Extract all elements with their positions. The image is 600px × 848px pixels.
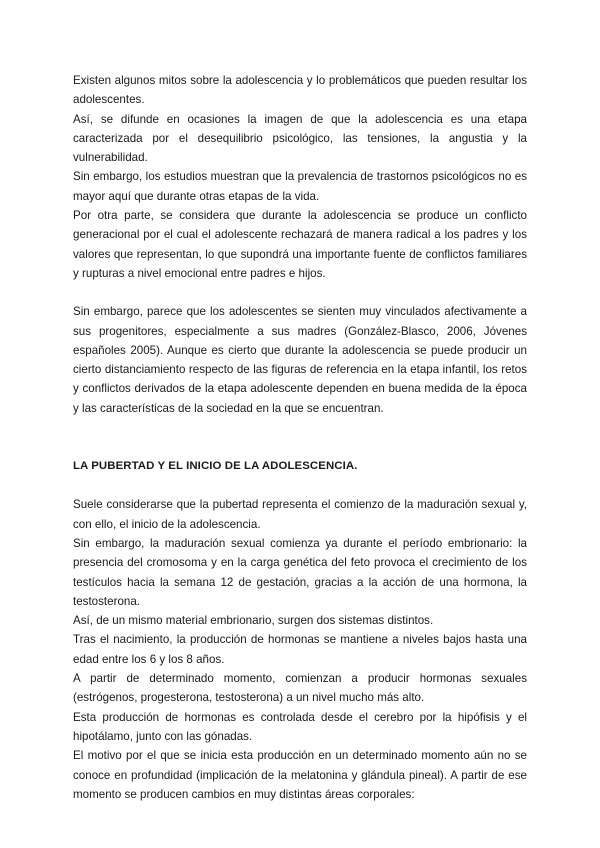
paragraph-spacer: [73, 283, 527, 302]
section-paragraph-5: A partir de determinado momento, comienzan a producir hormonas sexuales (estrógenos, progesterona, testosterona) a un nivel mucho más alto.: [73, 672, 527, 705]
second-paragraph: Sin embargo, parece que los adolescentes se sienten muy vinculados afectivamente a sus progenitores, especialmente a sus madres (González-Blasco, 2006, Jóvenes españoles 2005). Aunque es cierto que durante la adolescencia se puede producir un cierto distanciamiento respecto de las figuras de referencia en la etapa infantil, los retos y conflictos derivados de la etapa adolescente dependen en buena medida de la época y las características de la sociedad en la que se encuentran.: [73, 305, 527, 415]
section-paragraph-2: Sin embargo, la maduración sexual comienza ya durante el período embrionario: la presencia del cromosoma y en la carga genética del feto provoca el crecimiento de los testículos hacia la semana 12 de gestación, gracias a la acción de una hormona, la testosterona.: [73, 536, 527, 608]
document-page: [73, 71, 527, 804]
section-paragraph-1: Suele considerarse que la pubertad representa el comienzo de la maduración sexual y, con ello, el inicio de la adolescencia.: [73, 498, 527, 531]
intro-paragraph-2: Así, se difunde en ocasiones la imagen de que la adolescencia es una etapa caracterizada por el desequilibrio psicológico, las tensiones, la angustia y la vulnerabilidad.: [73, 112, 527, 165]
intro-paragraph-1: Existen algunos mitos sobre la adolescencia y lo problemáticos que pueden resultar los adolescentes.: [73, 74, 527, 107]
section-paragraph-7: El motivo por el que se inicia esta producción en un determinado momento aún no se conoce en profundidad (implicación de la melatonina y glándula pineal). A partir de ese momento se producen cambios en muy distintas áreas corporales:: [73, 749, 527, 801]
section-heading: LA PUBERTAD Y EL INICIO DE LA ADOLESCENCIA.: [73, 460, 358, 473]
intro-paragraph-3: Sin embargo, los estudios muestran que la prevalencia de trastornos psicológicos no es mayor aquí que durante otras etapas de la vida.: [73, 170, 527, 203]
section-spacer: [73, 418, 527, 457]
intro-paragraph-4: Por otra parte, se considera que durante la adolescencia se produce un conflicto generacional por el cual el adolescente rechazará de manera radical a los padres y los valores que representan, lo que supondrá una importante fuente de conflictos familiares y rupturas a nivel emocional entre padres e hijos.: [73, 209, 527, 280]
section-paragraph-4: Tras el nacimiento, la producción de hormonas se mantiene a niveles bajos hasta una edad entre los 6 y los 8 años.: [73, 633, 527, 666]
section-paragraph-6: Esta producción de hormonas es controlada desde el cerebro por la hipófisis y el hipotálamo, junto con las gónadas.: [73, 710, 527, 743]
section-paragraph-3: Así, de un mismo material embrionario, surgen dos sistemas distintos.: [73, 614, 434, 628]
heading-spacer: [73, 476, 527, 495]
